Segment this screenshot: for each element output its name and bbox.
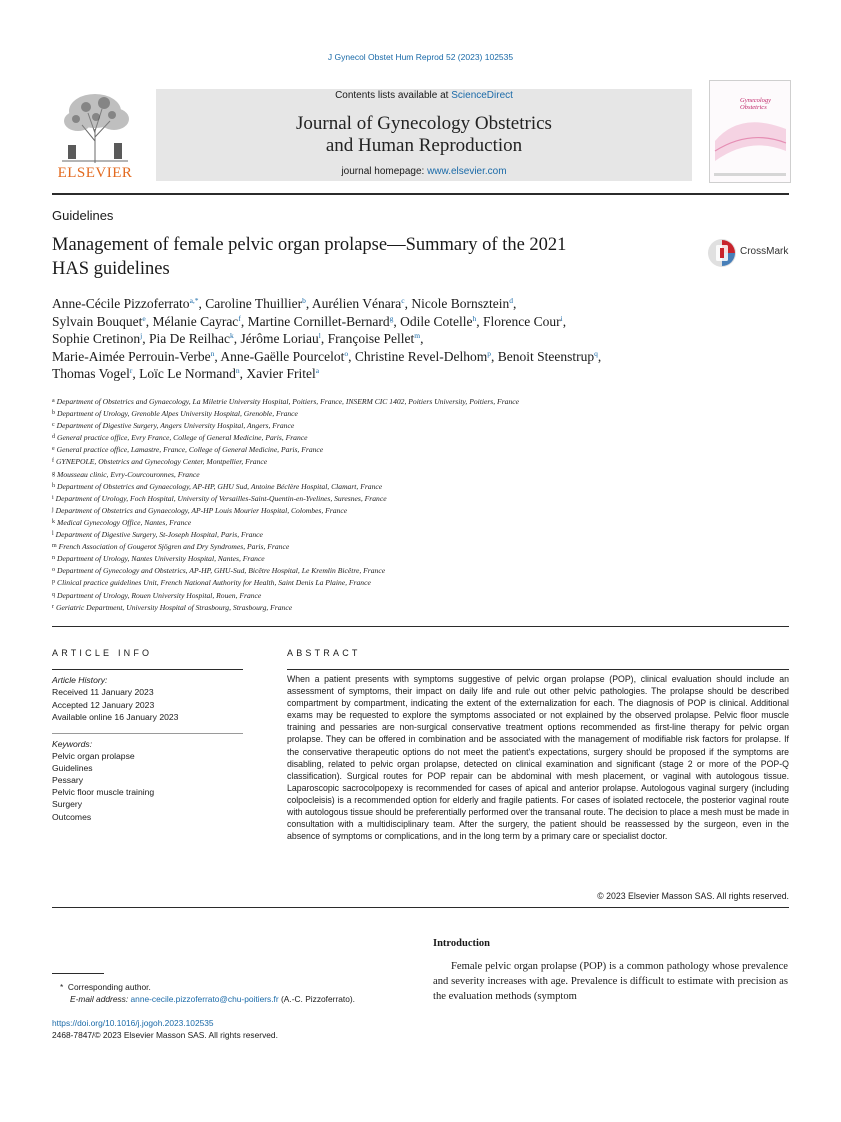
affiliation-key: a	[52, 398, 55, 404]
affiliation-text: General practice office, Evry France, College of General Medicine, Paris, France	[57, 433, 308, 443]
keyword-item[interactable]: Guidelines	[52, 763, 93, 774]
keyword-item[interactable]: Pelvic floor muscle training	[52, 787, 155, 798]
footnote-star: *	[60, 982, 64, 992]
author-name[interactable]: Nicole Bornsztein	[411, 296, 510, 311]
contents-line	[156, 89, 692, 103]
affiliation-key: e	[52, 446, 55, 453]
author-name[interactable]: Florence Cour	[483, 313, 561, 329]
article-history	[52, 674, 178, 724]
affiliation-text: Department of Urology, Nantes University Hospital, Nantes, France	[57, 554, 265, 564]
affiliation-item	[52, 577, 792, 589]
abstract-rule	[287, 669, 789, 670]
affiliation-list	[52, 396, 792, 614]
email-label: E-mail address:	[70, 994, 129, 1005]
author-name[interactable]: Thomas Vogel	[52, 366, 130, 382]
author-name[interactable]: Sylvain Bouquet	[52, 313, 143, 329]
affiliation-item	[52, 469, 792, 481]
author-name[interactable]: Anne-Cécile Pizzoferrato	[52, 296, 190, 311]
footnote-rule	[52, 973, 104, 974]
author-affiliation-marker[interactable]: n	[210, 348, 215, 358]
section-label: Guidelines	[52, 208, 114, 223]
author-affiliation-marker[interactable]: f	[238, 313, 241, 323]
author-name[interactable]: Sophie Cretinon	[52, 331, 141, 347]
article-title	[52, 233, 672, 281]
corresponding-label: Corresponding author.	[67, 982, 151, 992]
header-rule	[52, 193, 789, 195]
affiliation-item	[52, 456, 792, 468]
crossmark-icon	[707, 236, 737, 270]
abstract-copyright: © 2023 Elsevier Masson SAS. All rights reserved.	[597, 891, 789, 901]
affiliation-item	[52, 529, 792, 541]
affiliation-key: r	[52, 603, 54, 610]
affiliation-item	[52, 565, 792, 577]
history-rule	[52, 733, 243, 734]
introduction-heading: Introduction	[433, 938, 490, 949]
email-suffix: (A.-C. Pizzoferrato).	[281, 994, 355, 1005]
author-affiliation-marker[interactable]: o	[344, 348, 349, 358]
affiliation-key: p	[52, 579, 55, 586]
affiliation-key: d	[52, 434, 55, 441]
author-affiliation-marker[interactable]: c	[401, 296, 405, 305]
author-affiliation-marker[interactable]: r	[129, 366, 133, 376]
affiliation-item	[52, 420, 792, 432]
journal-citation[interactable]: J Gynecol Obstet Hum Reprod 52 (2023) 102535	[327, 52, 514, 62]
affiliation-item	[52, 408, 792, 420]
affiliation-key: o	[52, 567, 55, 574]
author-affiliation-marker[interactable]: n	[235, 366, 240, 376]
article-info-heading: ARTICLE INFO	[52, 648, 153, 658]
author-affiliation-marker[interactable]: l	[318, 331, 321, 341]
affiliation-item	[52, 541, 792, 553]
author-affiliation-marker[interactable]: i	[560, 313, 563, 323]
introduction-text	[433, 959, 788, 1004]
affiliation-item	[52, 481, 792, 493]
author-name[interactable]: Xavier Fritel	[246, 366, 316, 382]
author-name[interactable]: Pia De Reilhac	[148, 331, 230, 347]
footnote	[60, 981, 355, 1006]
author-name[interactable]: Odile Cotelle	[400, 313, 473, 329]
author-affiliation-marker[interactable]: b	[302, 296, 306, 305]
author-email-link[interactable]: anne-cecile.pizzoferrato@chu-poitiers.fr	[130, 994, 279, 1005]
author-name[interactable]: Benoit Steenstrup	[497, 348, 595, 364]
affiliation-key: h	[52, 482, 55, 489]
crossmark-button[interactable]	[707, 236, 791, 270]
affiliation-key: f	[52, 458, 54, 465]
affiliation-text: Department of Obstetrics and Gynaecology, La Miletrie University Hospital, Poitiers, France, INSERM CIC 1402, Poitiers University, Poitiers, France	[56, 397, 519, 406]
article-title-line2: HAS guidelines	[52, 259, 170, 279]
affiliation-key: b	[52, 410, 55, 417]
keyword-item[interactable]: Pessary	[52, 775, 84, 786]
cover-title-line1: Gynecology	[740, 97, 772, 104]
affiliation-text: Department of Gynecology and Obstetrics, AP-HP, GHU-Sud, Bicêtre Hospital, Le Kremlin Bicêtre, France	[57, 566, 386, 576]
affiliation-text: General practice office, Lamastre, France, College of General Medicine, Paris, France	[56, 445, 324, 455]
author-name[interactable]: Loïc Le Normand	[139, 366, 236, 382]
author-name[interactable]: Jérôme Loriau	[240, 331, 319, 347]
author-name[interactable]: Aurélien Vénara	[311, 296, 402, 311]
author-affiliation-marker[interactable]: a	[315, 366, 320, 376]
affiliation-item	[52, 493, 792, 505]
history-accepted: Accepted 12 January 2023	[52, 699, 155, 710]
author-name[interactable]: Caroline Thuillier	[205, 296, 303, 311]
affiliation-key: n	[52, 555, 55, 562]
author-name[interactable]: Christine Revel-Delhom	[354, 348, 488, 364]
email-line	[60, 993, 355, 1005]
journal-cover-thumbnail[interactable]	[709, 80, 791, 183]
affiliation-text: Department of Urology, Rouen University Hospital, Rouen, France	[57, 590, 262, 600]
author-affiliation-marker[interactable]: m	[414, 331, 421, 341]
affiliation-key: k	[52, 518, 55, 525]
homepage-line	[156, 166, 692, 177]
corresponding-author-note	[60, 981, 355, 993]
keyword-item[interactable]: Surgery	[52, 799, 83, 810]
author-affiliation-marker[interactable]: h	[472, 313, 477, 323]
affiliation-item	[52, 432, 792, 444]
abstract-heading: ABSTRACT	[287, 648, 361, 658]
author-affiliation-marker[interactable]: q	[594, 348, 598, 358]
author-name[interactable]: Marie-Aimée Perrouin-Verbe	[52, 348, 211, 364]
affiliation-key: m	[52, 543, 57, 550]
author-name[interactable]: Martine Cornillet-Bernard	[247, 313, 390, 329]
affiliation-item	[52, 396, 792, 408]
journal-banner	[156, 89, 692, 181]
author-affiliation-marker[interactable]: j	[140, 331, 143, 341]
author-affiliation-marker[interactable]: a,*	[189, 296, 199, 305]
keyword-item[interactable]: Pelvic organ prolapse	[52, 751, 135, 762]
affiliation-item	[52, 444, 792, 456]
affiliation-item	[52, 505, 792, 517]
introduction-paragraph: Female pelvic organ prolapse (POP) is a common pathology whose prevalence and severity increases with age. Prevalence is difficult to estimate with precision as the evaluation methods (symptom	[433, 961, 788, 1002]
affiliation-text: French Association of Gougerot Sjögren and Dry Syndromes, Paris, France	[58, 542, 290, 552]
affiliation-text: GYNEPOLE, Obstetrics and Gynecology Center, Montpellier, France	[56, 457, 268, 467]
section-rule	[52, 626, 789, 627]
abstract-body: When a patient presents with symptoms suggestive of pelvic organ prolapse (POP), clinical evaluation should include an assessment of symptoms, their impact on daily life and rule out other pelvic pathologies. The prolapse should be described compartment by compartment, indicating the extent of the externalization for each. The diagnosis of POP is clinical. Additional exams may be requested to explore the symptoms associated or not explained by the observed prolapse. Pelvic floor muscle training and pessaries are non-surgical conservative treatment options recommended as first-line therapy for pelvic organ prolapse. They can be offered in combination and be associated with the management of modifiable risk factors for prolapse. If the conservative therapeutic options do not meet the patient's expectations, surgery should be proposed if the symptoms are disabling, related to pelvic organ prolapse, detected on clinical examination and significant (stage 2 or more of the POP-Q classification). Surgical routes for POP repair can be abdominal with mesh placement, or vaginal with autologous tissue. Laparoscopic sacrocolpopexy is recommended for cases of apical and anterior prolapse. Autologous vaginal surgery (including colpocleisis) is a recommended option for elderly and fragile patients. For cases of isolated rectocele, the posterior vaginal route with autologous tissue should be preferentially performed over the transanal route. The decision to place a mesh must be made in consultation with a multidisciplinary team. After the surgery, the patient should be reassessed by the surgeon, even in the absence of symptoms or complications, and in the long term by a primary care or specialist doctor.	[287, 674, 789, 842]
affiliation-key: j	[52, 506, 54, 513]
affiliation-text: Geriatric Department, University Hospital of Strasbourg, Strasbourg, France	[56, 602, 293, 612]
affiliation-key: c	[52, 422, 55, 429]
keyword-list	[52, 738, 154, 823]
author-affiliation-marker[interactable]: g	[389, 313, 394, 323]
author-list: Anne-Cécile Pizzoferrato$^{a,*}$, Caroline Thuillier$^b$, Aurélien Vénara$^c$, Nicole Bornsztein$^d$, Sylvain Bouquet$^e$, Mélanie Cayrac$^f$, Martine Cornillet-Bernard$^g$, Odile Cotelle$^h$, Florence Cour$^i$, Sophie Cretinon$^j$, Pia De Reilhac$^k$, Jérôme Loriau$^l$, Françoise Pellet$^m$, Marie-Aimée Perrouin-Verbe$^n$, Anne-Gaëlle Pourcelot$^o$, Christine Revel-Delhom$^p$, Benoit Steenstrup$^q$, Thomas Vogel$^r$, Loïc Le Normand$^n$, Xavier Fritel$^a$	[52, 296, 602, 382]
affiliation-key: q	[52, 591, 55, 598]
issn-copyright: 2468-7847/© 2023 Elsevier Masson SAS. All rights reserved.	[52, 1030, 278, 1040]
affiliation-text: Mousseau clinic, Evry-Courcouronnes, France	[57, 469, 200, 479]
history-label: Article History:	[52, 675, 108, 685]
history-received: Received 11 January 2023	[52, 687, 154, 698]
affiliation-item	[52, 517, 792, 529]
affiliation-text: Department of Digestive Surgery, St-Joseph Hospital, Paris, France	[55, 530, 263, 540]
affiliation-item	[52, 602, 792, 614]
author-name[interactable]: Mélanie Cayrac	[152, 313, 239, 329]
doi-link[interactable]: https://doi.org/10.1016/j.jogoh.2023.102535	[52, 1018, 214, 1028]
elsevier-wordmark[interactable]: ELSEVIER	[57, 165, 133, 181]
affiliation-item	[52, 590, 792, 602]
affiliation-text: Department of Obstetrics and Gynaecology, AP-HP Louis Mourier Hospital, Colombes, France	[55, 505, 348, 515]
author-affiliation-marker[interactable]: d	[509, 296, 513, 305]
affiliation-key: i	[52, 494, 54, 501]
affiliation-text: Medical Gynecology Office, Nantes, France	[57, 517, 192, 527]
article-info-rule	[52, 669, 243, 670]
author-affiliation-marker[interactable]: p	[487, 348, 492, 358]
cover-title	[740, 97, 771, 111]
affiliation-text: Department of Urology, Foch Hospital, University of Versailles-Saint-Quentin-en-Yvelines, Suresnes, France	[55, 493, 387, 503]
affiliation-text: Department of Obstetrics and Gynaecology, AP-HP, GHU Sud, Antoine Béclère Hospital, Clamart, France	[57, 481, 383, 491]
author-affiliation-marker[interactable]: k	[229, 331, 234, 341]
affiliation-text: Clinical practice guidelines Unit, French National Authority for Health, Saint Denis La Plaine, France	[57, 578, 371, 588]
history-online: Available online 16 January 2023	[52, 712, 179, 723]
keywords-label: Keywords:	[52, 739, 93, 749]
abstract-bottom-rule	[52, 907, 789, 908]
crossmark-label: CrossMark	[740, 246, 789, 257]
author-name[interactable]: Françoise Pellet	[327, 331, 415, 347]
affiliation-key: l	[52, 531, 54, 538]
journal-name-line2: and Human Reproduction	[325, 135, 523, 156]
journal-name[interactable]	[156, 113, 692, 157]
author-name[interactable]: Anne-Gaëlle Pourcelot	[220, 348, 345, 364]
cover-title-line2: Obstetrics	[740, 104, 767, 111]
homepage-prefix: journal homepage:	[341, 166, 428, 177]
affiliation-item	[52, 553, 792, 565]
sciencedirect-link[interactable]: ScienceDirect	[451, 90, 513, 101]
homepage-link[interactable]: www.elsevier.com	[427, 166, 507, 177]
affiliation-text: Department of Urology, Grenoble Alpes University Hospital, Grenoble, France	[57, 409, 298, 419]
author-affiliation-marker[interactable]: e	[142, 313, 146, 323]
affiliation-key: g	[52, 470, 55, 477]
article-title-line1: Management of female pelvic organ prolapse—Summary of the 2021	[52, 235, 567, 255]
journal-name-line1: Journal of Gynecology Obstetrics	[296, 113, 552, 134]
contents-prefix: Contents lists available at	[335, 90, 452, 101]
affiliation-text: Department of Digestive Surgery, Angers University Hospital, Angers, France	[56, 421, 295, 431]
keyword-item[interactable]: Outcomes	[52, 811, 92, 822]
